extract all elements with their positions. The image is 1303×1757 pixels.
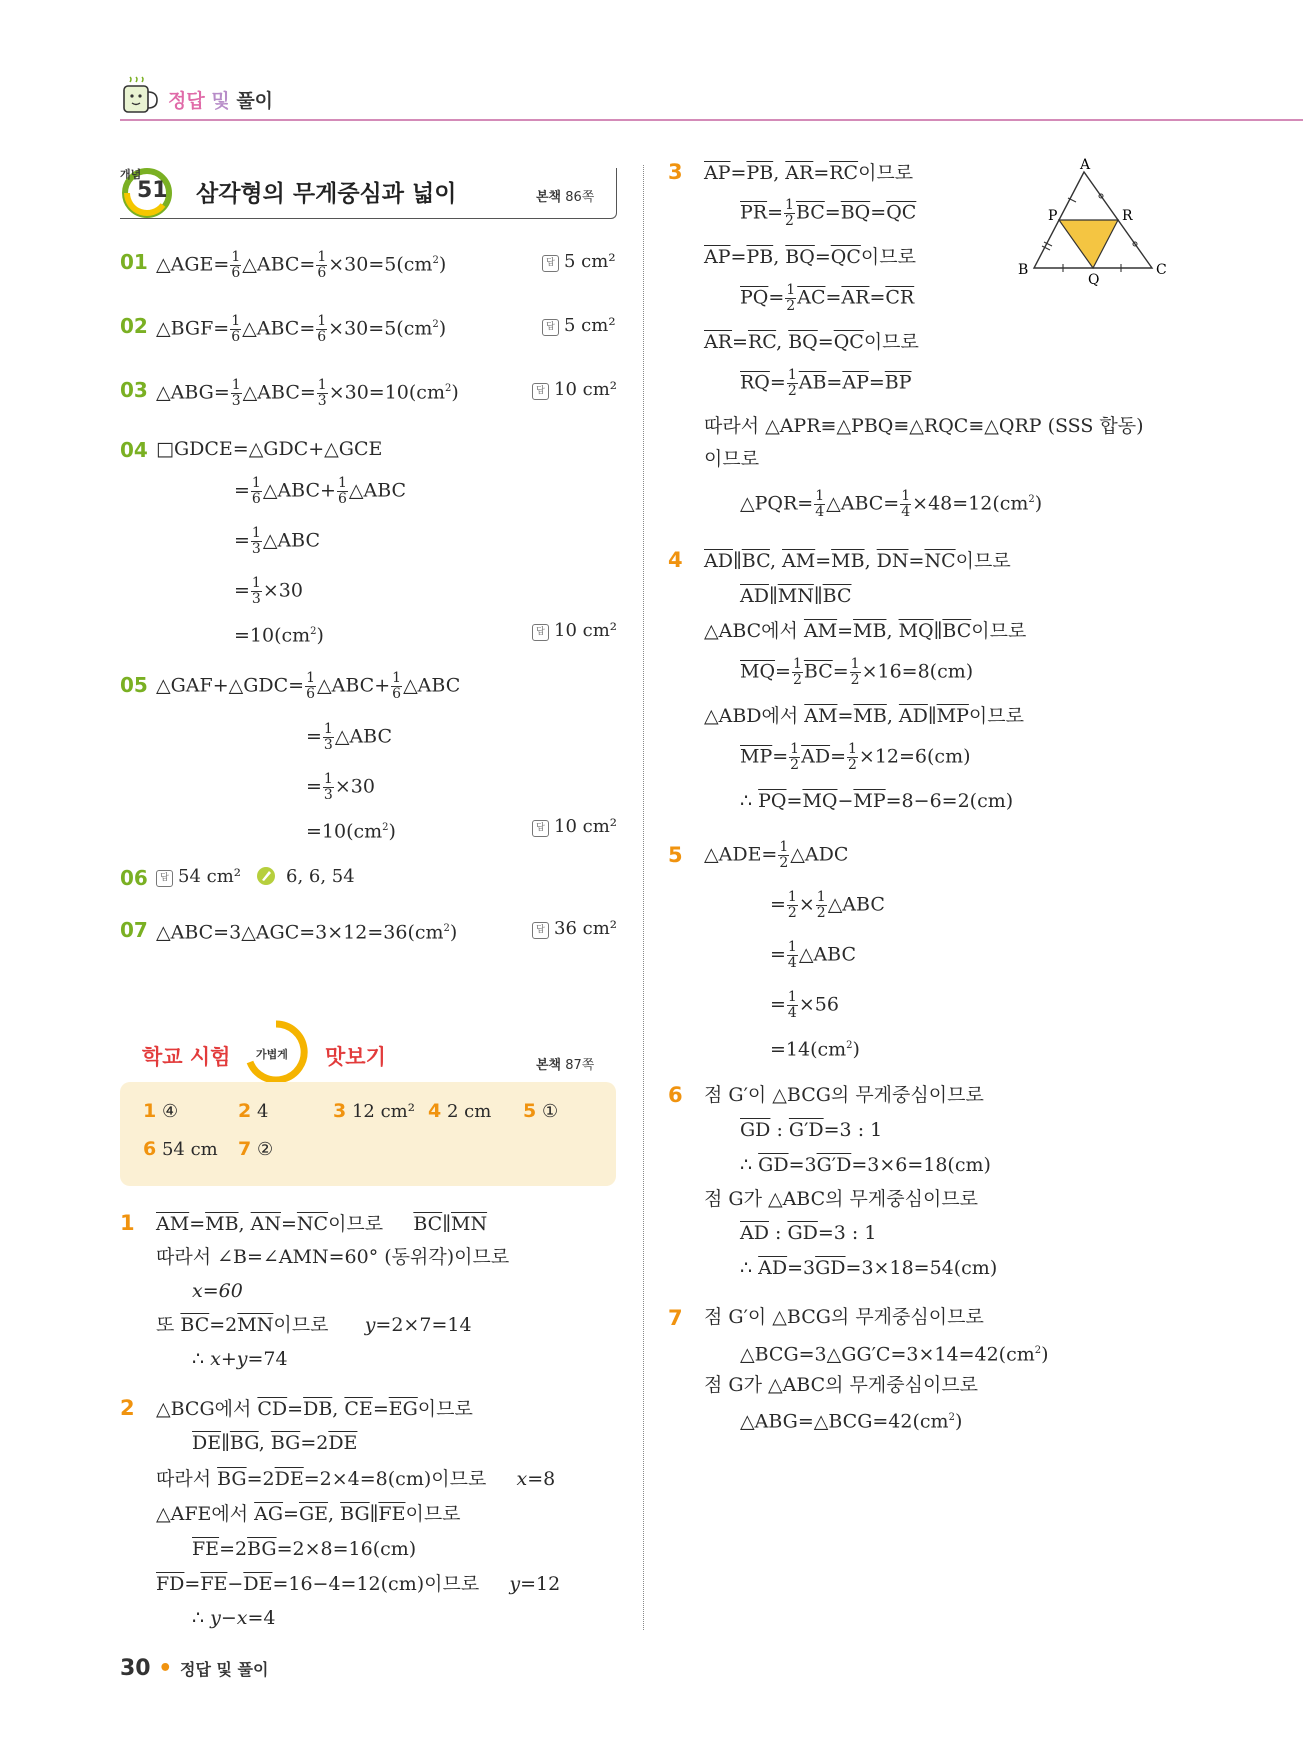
- school-answer: 4 2 cm: [428, 1100, 492, 1122]
- school-page-ref: 본책 87쪽: [536, 1058, 595, 1073]
- page-number: 30: [120, 1656, 151, 1681]
- answer-icon: 답: [532, 922, 549, 939]
- question-number: 05: [120, 673, 148, 697]
- solution-line: $\overline{AD}\parallel\overline{MN}\parallel\overline{BC}$: [740, 585, 852, 607]
- solution-line: $\overline{DE}\parallel\overline{BG}$, $\overline{BG}=2\overline{DE}$: [192, 1432, 358, 1454]
- solution-line: $\overline{AP}=\overline{PB}$, $\overline{AR}=\overline{RC}$이므로: [704, 162, 914, 184]
- solution-line: = $\frac{1}{2}$ × $\frac{1}{2}$ △ABC: [770, 889, 885, 921]
- vertex-label: Q: [1088, 272, 1100, 286]
- solution-line: = $\frac{1}{3}$ △ABC: [306, 721, 393, 753]
- problem-number: 7: [668, 1306, 683, 1330]
- question-number: 04: [120, 438, 148, 462]
- solution-line: $\triangle ABC=3\triangle AGC=3\times 12=36(cm^2)$: [156, 921, 458, 944]
- question-number: 02: [120, 314, 148, 338]
- solution-line: △ABC에서 $\overline{AM}=\overline{MB}$, $\overline{MQ}\parallel\overline{BC}$이므로: [704, 620, 1027, 642]
- solution-line: 점 G′이 △BCG의 무게중심이므로: [704, 1306, 984, 1328]
- pencil-icon: [256, 866, 276, 886]
- solution-line: $\overline{AD}$ : $\overline{GD}=3$ : 1: [740, 1222, 877, 1244]
- answer-icon: 답: [532, 624, 549, 641]
- solution-line: 따라서 $\overline{BG}=2\overline{DE}=2\times 4=8(cm)$이므로 x=8: [156, 1468, 556, 1490]
- header-rule: [120, 119, 1303, 121]
- solution-line: 이므로: [704, 448, 760, 470]
- answer-icon: 답: [532, 383, 549, 400]
- school-title-2: 맛보기: [325, 1045, 386, 1069]
- concept-label: 개념: [120, 168, 142, 181]
- answer: 답 5 cm²: [542, 315, 616, 336]
- solution-line: $=10(cm^2)$: [234, 624, 324, 647]
- solution-line: △ABG= $\frac{1}{3}$ △ABC= $\frac{1}{3}$ $\times 30=10(cm^2)$: [156, 376, 459, 409]
- column-divider: [643, 165, 644, 1630]
- solution-line: 점 G가 △ABC의 무게중심이므로: [704, 1374, 979, 1396]
- concept-number: 51: [137, 178, 168, 203]
- question-number: 03: [120, 378, 148, 402]
- solution-line: △ADE= $\frac{1}{2}$ △ADC: [704, 839, 849, 871]
- solution-line: $\overline{RQ}=$ $\frac{1}{2}$ $\overline{AB}=\overline{AP}=\overline{BP}$: [740, 367, 912, 399]
- answer-icon: 답: [532, 820, 549, 837]
- problem-number: 2: [120, 1396, 135, 1420]
- solution-line: $\triangle ABG=\triangle BCG=42(cm^2)$: [740, 1410, 963, 1433]
- solution-line: $\triangle BCG=3\triangle GG'C=3\times 14=42(cm^2)$: [740, 1343, 1049, 1366]
- solution-line: 점 G가 △ABC의 무게중심이므로: [704, 1188, 979, 1210]
- solution-line: = $\frac{1}{4}$ △ABC: [770, 939, 857, 971]
- solution-line: △BCG에서 $\overline{CD}=\overline{DB}$, $\overline{CE}=\overline{EG}$이므로: [156, 1398, 473, 1420]
- solution-line: $\overline{MQ}=$ $\frac{1}{2}$ $\overline{BC}=$ $\frac{1}{2}$ ×16=8(cm): [740, 656, 974, 688]
- solution-line: $\overline{MP}=$ $\frac{1}{2}$ $\overline{AD}=$ $\frac{1}{2}$ ×12=6(cm): [740, 741, 971, 773]
- solution-line: △AGE= $\frac{1}{6}$ △ABC= $\frac{1}{6}$ $\times 30=5(cm^2)$: [156, 248, 447, 281]
- school-title-1: 학교 시험: [142, 1045, 231, 1069]
- vertex-label: B: [1018, 262, 1029, 278]
- solution-line: $=10(cm^2)$: [306, 820, 396, 843]
- solution-line: = $\frac{1}{3}$ △ABC: [234, 525, 321, 557]
- problem-number: 4: [668, 548, 683, 572]
- solution-line: $\overline{GD}$ : G′D=3 : 1: [740, 1119, 883, 1141]
- solution-line: △ABD에서 $\overline{AM}=\overline{MB}$, $\overline{AD}\parallel\overline{MP}$이므로: [704, 705, 1024, 727]
- solution-line: = $\frac{1}{6}$ △ABC+ $\frac{1}{6}$ △ABC: [234, 475, 407, 507]
- solution-line: ∴ $\overline{AD}=3\overline{GD}=3\times 18=54(cm)$: [740, 1257, 998, 1279]
- solution-line: ∴ y−x=4: [192, 1607, 276, 1629]
- answer: 답 10 cm²: [532, 620, 617, 641]
- question-number: 07: [120, 918, 148, 942]
- school-answer: 7 ②: [238, 1138, 274, 1160]
- solution-line: $=14(cm^2)$: [770, 1038, 860, 1061]
- header-title: 정답 및 풀이: [168, 90, 274, 112]
- solution-line: 점 G′이 △BCG의 무게중심이므로: [704, 1084, 984, 1106]
- fill-answer: 6, 6, 54: [286, 866, 355, 887]
- problem-number: 6: [668, 1083, 683, 1107]
- solution-line: 따라서 ∠B=∠AMN=60° (동위각)이므로: [156, 1246, 510, 1268]
- question-number: 01: [120, 250, 148, 274]
- solution-line: $\overline{FE}=2\overline{BG}=2\times 8=16(cm)$: [192, 1538, 417, 1560]
- answer-icon: 답: [542, 319, 559, 336]
- solution-line: $\overline{AM}=\overline{MB}$, $\overline{AN}=\overline{NC}$이므로 $\overline{BC}\parallel\overline{MN}$: [156, 1213, 488, 1235]
- solution-line: 따라서 △APR≡△PBQ≡△RQC≡△QRP (SSS 합동): [704, 415, 1144, 437]
- solution-line: = $\frac{1}{3}$ ×30: [306, 771, 375, 803]
- school-answer-box: [120, 1082, 616, 1186]
- vertex-label: P: [1048, 208, 1058, 224]
- vertex-label: R: [1122, 208, 1133, 224]
- answer: 답 54 cm²: [156, 866, 241, 887]
- solution-line: $\overline{AD}\parallel\overline{BC}$, $\overline{AM}=\overline{MB}$, $\overline{DN}=\overline{NC}$이므로: [704, 550, 1011, 572]
- solution-line: $\overline{AP}=\overline{PB}$, $\overline{BQ}=\overline{QC}$이므로: [704, 246, 916, 268]
- answer: 답 5 cm²: [542, 251, 616, 272]
- solution-line: $\overline{PR}=$ $\frac{1}{2}$ $\overline{BC}=\overline{BQ}=\overline{QC}$: [740, 197, 917, 229]
- solution-line: $\overline{AR}=\overline{RC}$, $\overline{BQ}=\overline{QC}$이므로: [704, 331, 919, 353]
- answer-icon: 답: [542, 255, 559, 272]
- solution-line: = $\frac{1}{4}$ ×56: [770, 989, 839, 1021]
- concept-title: 삼각형의 무게중심과 넓이: [196, 181, 457, 207]
- solution-line: □GDCE=△GDC+△GCE: [156, 438, 383, 460]
- problem-number: 5: [668, 843, 683, 867]
- solution-line: 또 $\overline{BC}=2\overline{MN}$이므로 y=2×7=14: [156, 1314, 472, 1336]
- question-number: 06: [120, 866, 148, 890]
- problem-number: 3: [668, 160, 683, 184]
- footer-label: 정답 및 풀이: [180, 1660, 269, 1679]
- problem-number: 1: [120, 1211, 135, 1235]
- solution-line: $\overline{FD}=\overline{FE}-\overline{DE}=16-4=12(cm)$이므로 y=12: [156, 1573, 561, 1595]
- concept-page-ref: 본책 86쪽: [536, 190, 595, 205]
- school-answer: 2 4: [238, 1100, 269, 1122]
- page-footer: 30 • 정답 및 풀이: [120, 1656, 269, 1681]
- triangle-figure: [1010, 158, 1180, 286]
- solution-line: $\overline{PQ}=$ $\frac{1}{2}$ $\overline{AC}=\overline{AR}=\overline{CR}$: [740, 282, 915, 314]
- school-answer: 6 54 cm: [143, 1138, 218, 1160]
- solution-line: ∴ x+y=74: [192, 1348, 288, 1370]
- mug-icon: [118, 76, 162, 120]
- answer: 답 10 cm²: [532, 816, 617, 837]
- solution-line: ∴ $\overline{PQ}=\overline{MQ}-\overline{MP}=8-6=2(cm)$: [740, 790, 1014, 812]
- vertex-label: C: [1156, 262, 1167, 278]
- answer: 답 10 cm²: [532, 379, 617, 400]
- solution-line: △BGF= $\frac{1}{6}$ △ABC= $\frac{1}{6}$ $\times 30=5(cm^2)$: [156, 312, 447, 345]
- solution-line: x=60: [192, 1280, 243, 1302]
- school-answer: 3 12 cm²: [333, 1100, 415, 1122]
- solution-line: △PQR= $\frac{1}{4}$ △ABC= $\frac{1}{4}$ $\times 48=12(cm^2)$: [740, 487, 1043, 520]
- answer-icon: 답: [156, 870, 173, 887]
- solution-line: = $\frac{1}{3}$ ×30: [234, 575, 303, 607]
- school-answer: 1 ④: [143, 1100, 179, 1122]
- solution-line: △AFE에서 $\overline{AG}=\overline{GE}$, $\overline{BG}\parallel\overline{FE}$이므로: [156, 1503, 461, 1525]
- school-title-mid: 가볍게: [256, 1048, 288, 1061]
- answer: 답 36 cm²: [532, 918, 617, 939]
- vertex-label: A: [1080, 158, 1091, 173]
- solution-line: △GAF+△GDC= $\frac{1}{6}$ △ABC+ $\frac{1}{6}$ △ABC: [156, 670, 461, 702]
- solution-line: ∴ $\overline{GD}=3G'D=3\times 6=18(cm)$: [740, 1154, 991, 1176]
- school-answer: 5 ①: [523, 1100, 559, 1122]
